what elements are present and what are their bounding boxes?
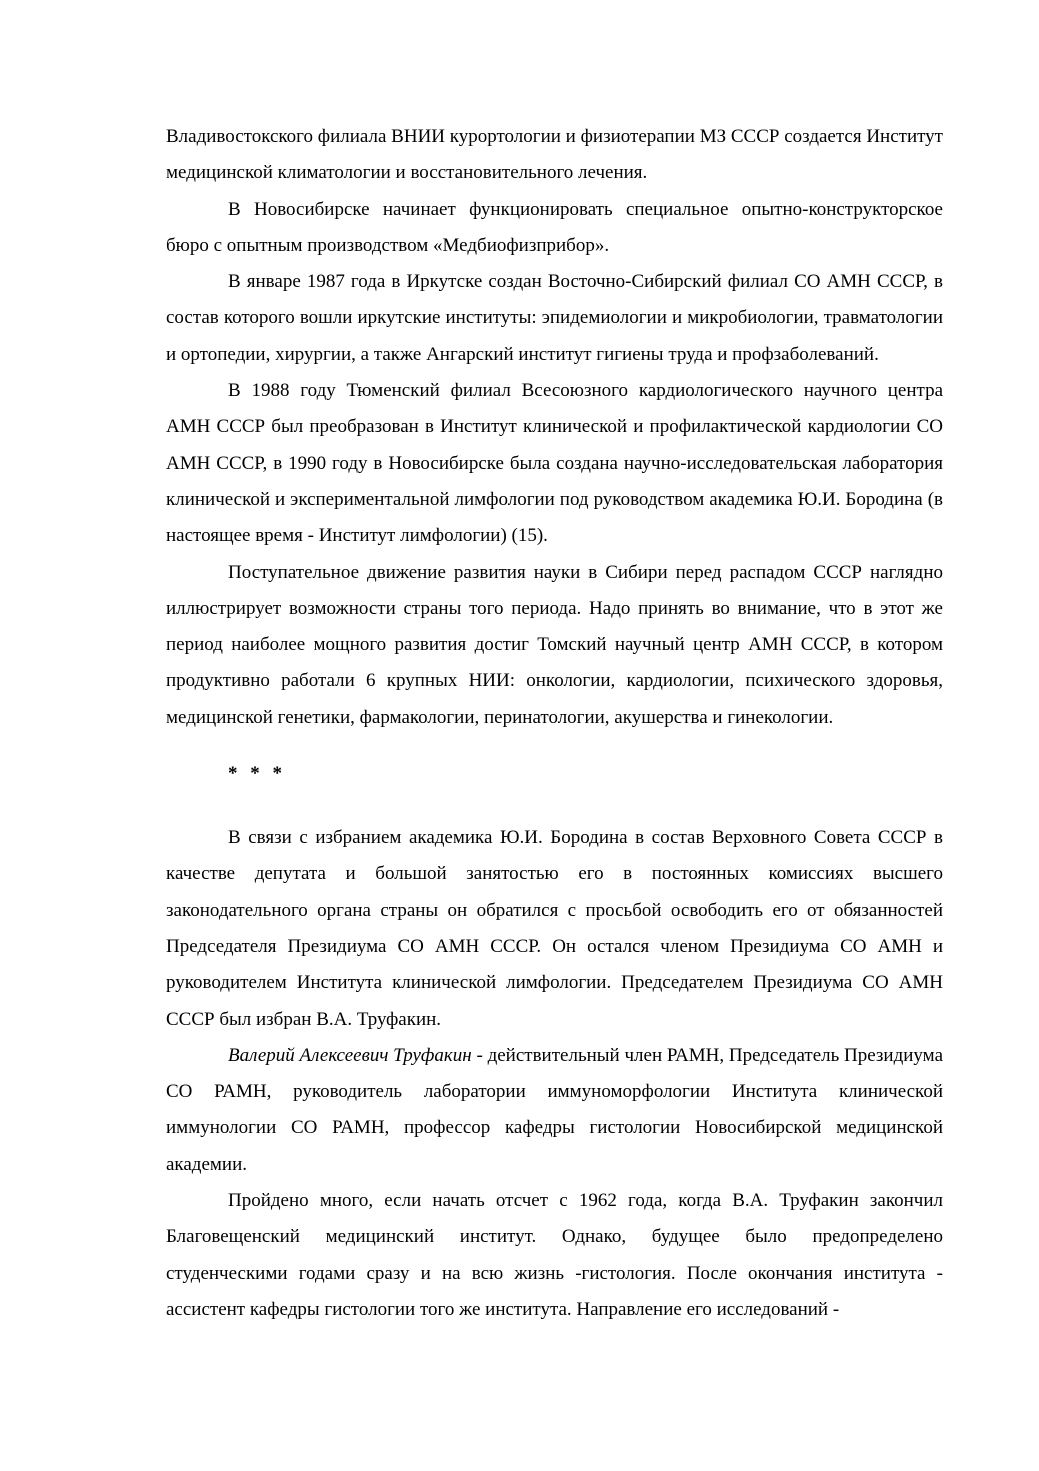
paragraph-7 [166, 1038, 943, 1183]
paragraph-4: В 1988 году Тюменский филиал Всесоюзного кардиологического научного центра АМН СССР был преобразован в Институт клинической и профилактической кардиологии СО АМН СССР, в 1990 году в Новосибирске была создана научно-исследовательская лаборатория клинической и экспериментальной лимфологии под руководством академика Ю.И. Бородина (в настоящее время - Институт лимфологии) (15). [166, 380, 943, 547]
document-page [166, 119, 943, 1328]
paragraph-2: В Новосибирске начинает функционировать специальное опытно-конструкторское бюро с опытным производством «Медбиофизприбор». [166, 198, 943, 256]
paragraph-7-text: - действительный член РАМН, Председатель Президиума СО РАМН, руководитель лаборатории иммуноморфологии Института клинической иммунологии СО РАМН, профессор кафедры гистологии Новосибирской медицинской академии. [166, 1044, 944, 1175]
paragraph-1: Владивостокского филиала ВНИИ курортологии и физиотерапии МЗ СССР создается Институт медицинской климатологии и восстановительного лечения. [166, 126, 943, 184]
section-separator: * * * [228, 763, 286, 785]
person-name-italic: Валерий Алексеевич Труфакин [228, 1044, 472, 1066]
paragraph-5: Поступательное движение развития науки в Сибири перед распадом СССР наглядно иллюстрирует возможности страны того периода. Надо принять во внимание, что в этот же период наиболее мощного развития достиг Томский научный центр АМН СССР, в котором продуктивно работали 6 крупных НИИ: онкологии, кардиологии, психического здоровья, медицинской генетики, фармакологии, перинатологии, акушерства и гинекологии. [166, 561, 943, 728]
paragraph-3: В январе 1987 года в Иркутске создан Восточно-Сибирский филиал СО АМН СССР, в состав которого вошли иркутские институты: эпидемиологии и микробиологии, травматологии и ортопедии, хирургии, а также Ангарский институт гигиены труда и профзаболеваний. [166, 271, 943, 365]
paragraph-8: Пройдено много, если начать отсчет с 1962 года, когда В.А. Труфакин закончил Благовещенский медицинский институт. Однако, будущее было предопределено студенческими годами сразу и на всю жизнь -гистология. После окончания института - ассистент кафедры гистологии того же института. Направление его исследований - [166, 1190, 943, 1320]
paragraph-6: В связи с избранием академика Ю.И. Бородина в состав Верховного Совета СССР в качестве депутата и большой занятостью его в постоянных комиссиях высшего законодательного органа страны он обратился с просьбой освободить его от обязанностей Председателя Президиума СО АМН СССР. Он остался членом Президиума СО АМН и руководителем Института клинической лимфологии. Председателем Президиума СО АМН СССР был избран В.А. Труфакин. [166, 827, 943, 1030]
